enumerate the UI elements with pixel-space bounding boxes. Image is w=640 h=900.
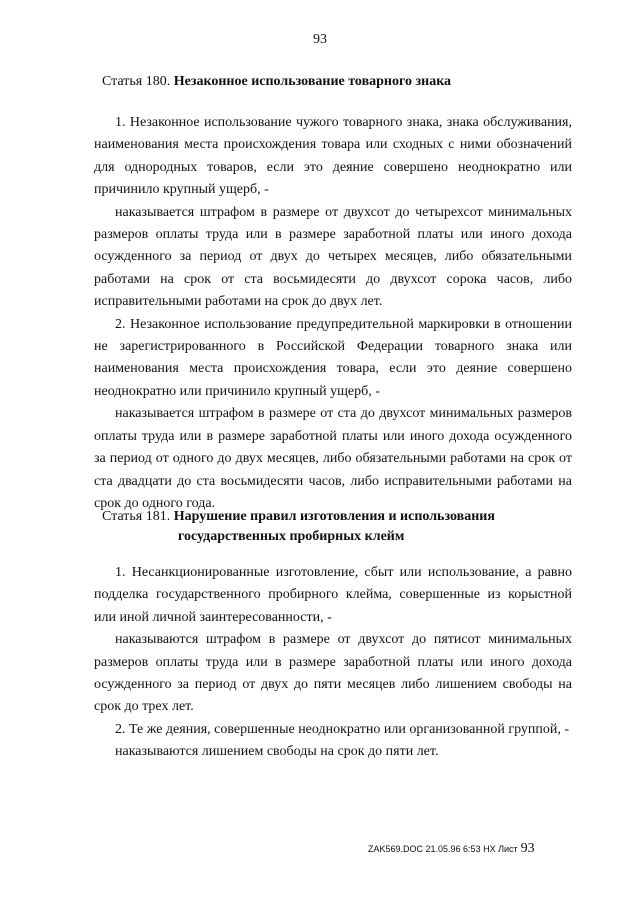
article-180-paragraph-4: наказывается штрафом в размере от ста до двухсот минимальных размеров оплаты труда или в размере заработной платы или иного дохода осужденного за период от одного до двух месяцев, либо обязательными работами на срок от ста двадцати до ста восьмидесяти часов, либо исправительными работами на срок до одного года.: [94, 406, 572, 511]
article-181-paragraph-2: наказываются штрафом в размере от двухсот до пятисот минимальных размеров оплаты труда или в размере заработной платы или иного дохода осужденного за период от двух до пяти месяцев либо лишением свободы на срок до трех лет.: [94, 632, 572, 715]
page-number: 93: [313, 32, 327, 47]
article-180-body: [94, 112, 572, 515]
article-180-label: Статья 180.: [102, 74, 171, 89]
page-footer: [368, 841, 535, 857]
footer-file-info: ZAK569.DOC 21.05.96 6:53 НХ Лист: [368, 844, 518, 854]
article-181-body: [94, 562, 572, 764]
article-180-paragraph-2: наказывается штрафом в размере от двухсот до четырехсот минимальных размеров оплаты труда или в размере заработной платы или иного дохода осужденного за период от двух до четырех месяцев, либо обязательными работами на срок от ста восьмидесяти до двухсот сорока часов, либо исправительными работами на срок до двух лет.: [94, 204, 572, 310]
article-180-paragraph-3: 2. Незаконное использование предупредительной маркировки в отношении не зарегистрированного в Российской Федерации товарного знака или наименования места происхождения товара, если это деяние совершено неоднократно или причинило крупный ущерб, -: [94, 316, 572, 399]
article-180-heading: [102, 72, 451, 92]
article-181-title-line-2: государственных пробирных клейм: [178, 529, 405, 544]
article-181-label: Статья 181.: [102, 509, 171, 524]
article-181-paragraph-1: 1. Несанкционированные изготовление, сбыт или использование, а равно подделка государственного пробирного клейма, совершенные из корыстной или иной личной заинтересованности, -: [94, 565, 572, 625]
article-181-paragraph-4: наказываются лишением свободы на срок до пяти лет.: [115, 744, 439, 760]
footer-sheet-number: 93: [520, 841, 535, 856]
article-181-heading: [102, 507, 495, 547]
article-181-paragraph-3: 2. Те же деяния, совершенные неоднократно или организованной группой, -: [115, 721, 570, 737]
article-180-paragraph-1: 1. Незаконное использование чужого товарного знака, знака обслуживания, наименования места происхождения товара или сходных с ними обозначений для однородных товаров, если это деяние совершено неоднократно или причинило крупный ущерб, -: [94, 115, 572, 198]
article-180-title: Незаконное использование товарного знака: [173, 74, 452, 89]
article-181-title-line-1: Нарушение правил изготовления и использования: [173, 509, 495, 524]
